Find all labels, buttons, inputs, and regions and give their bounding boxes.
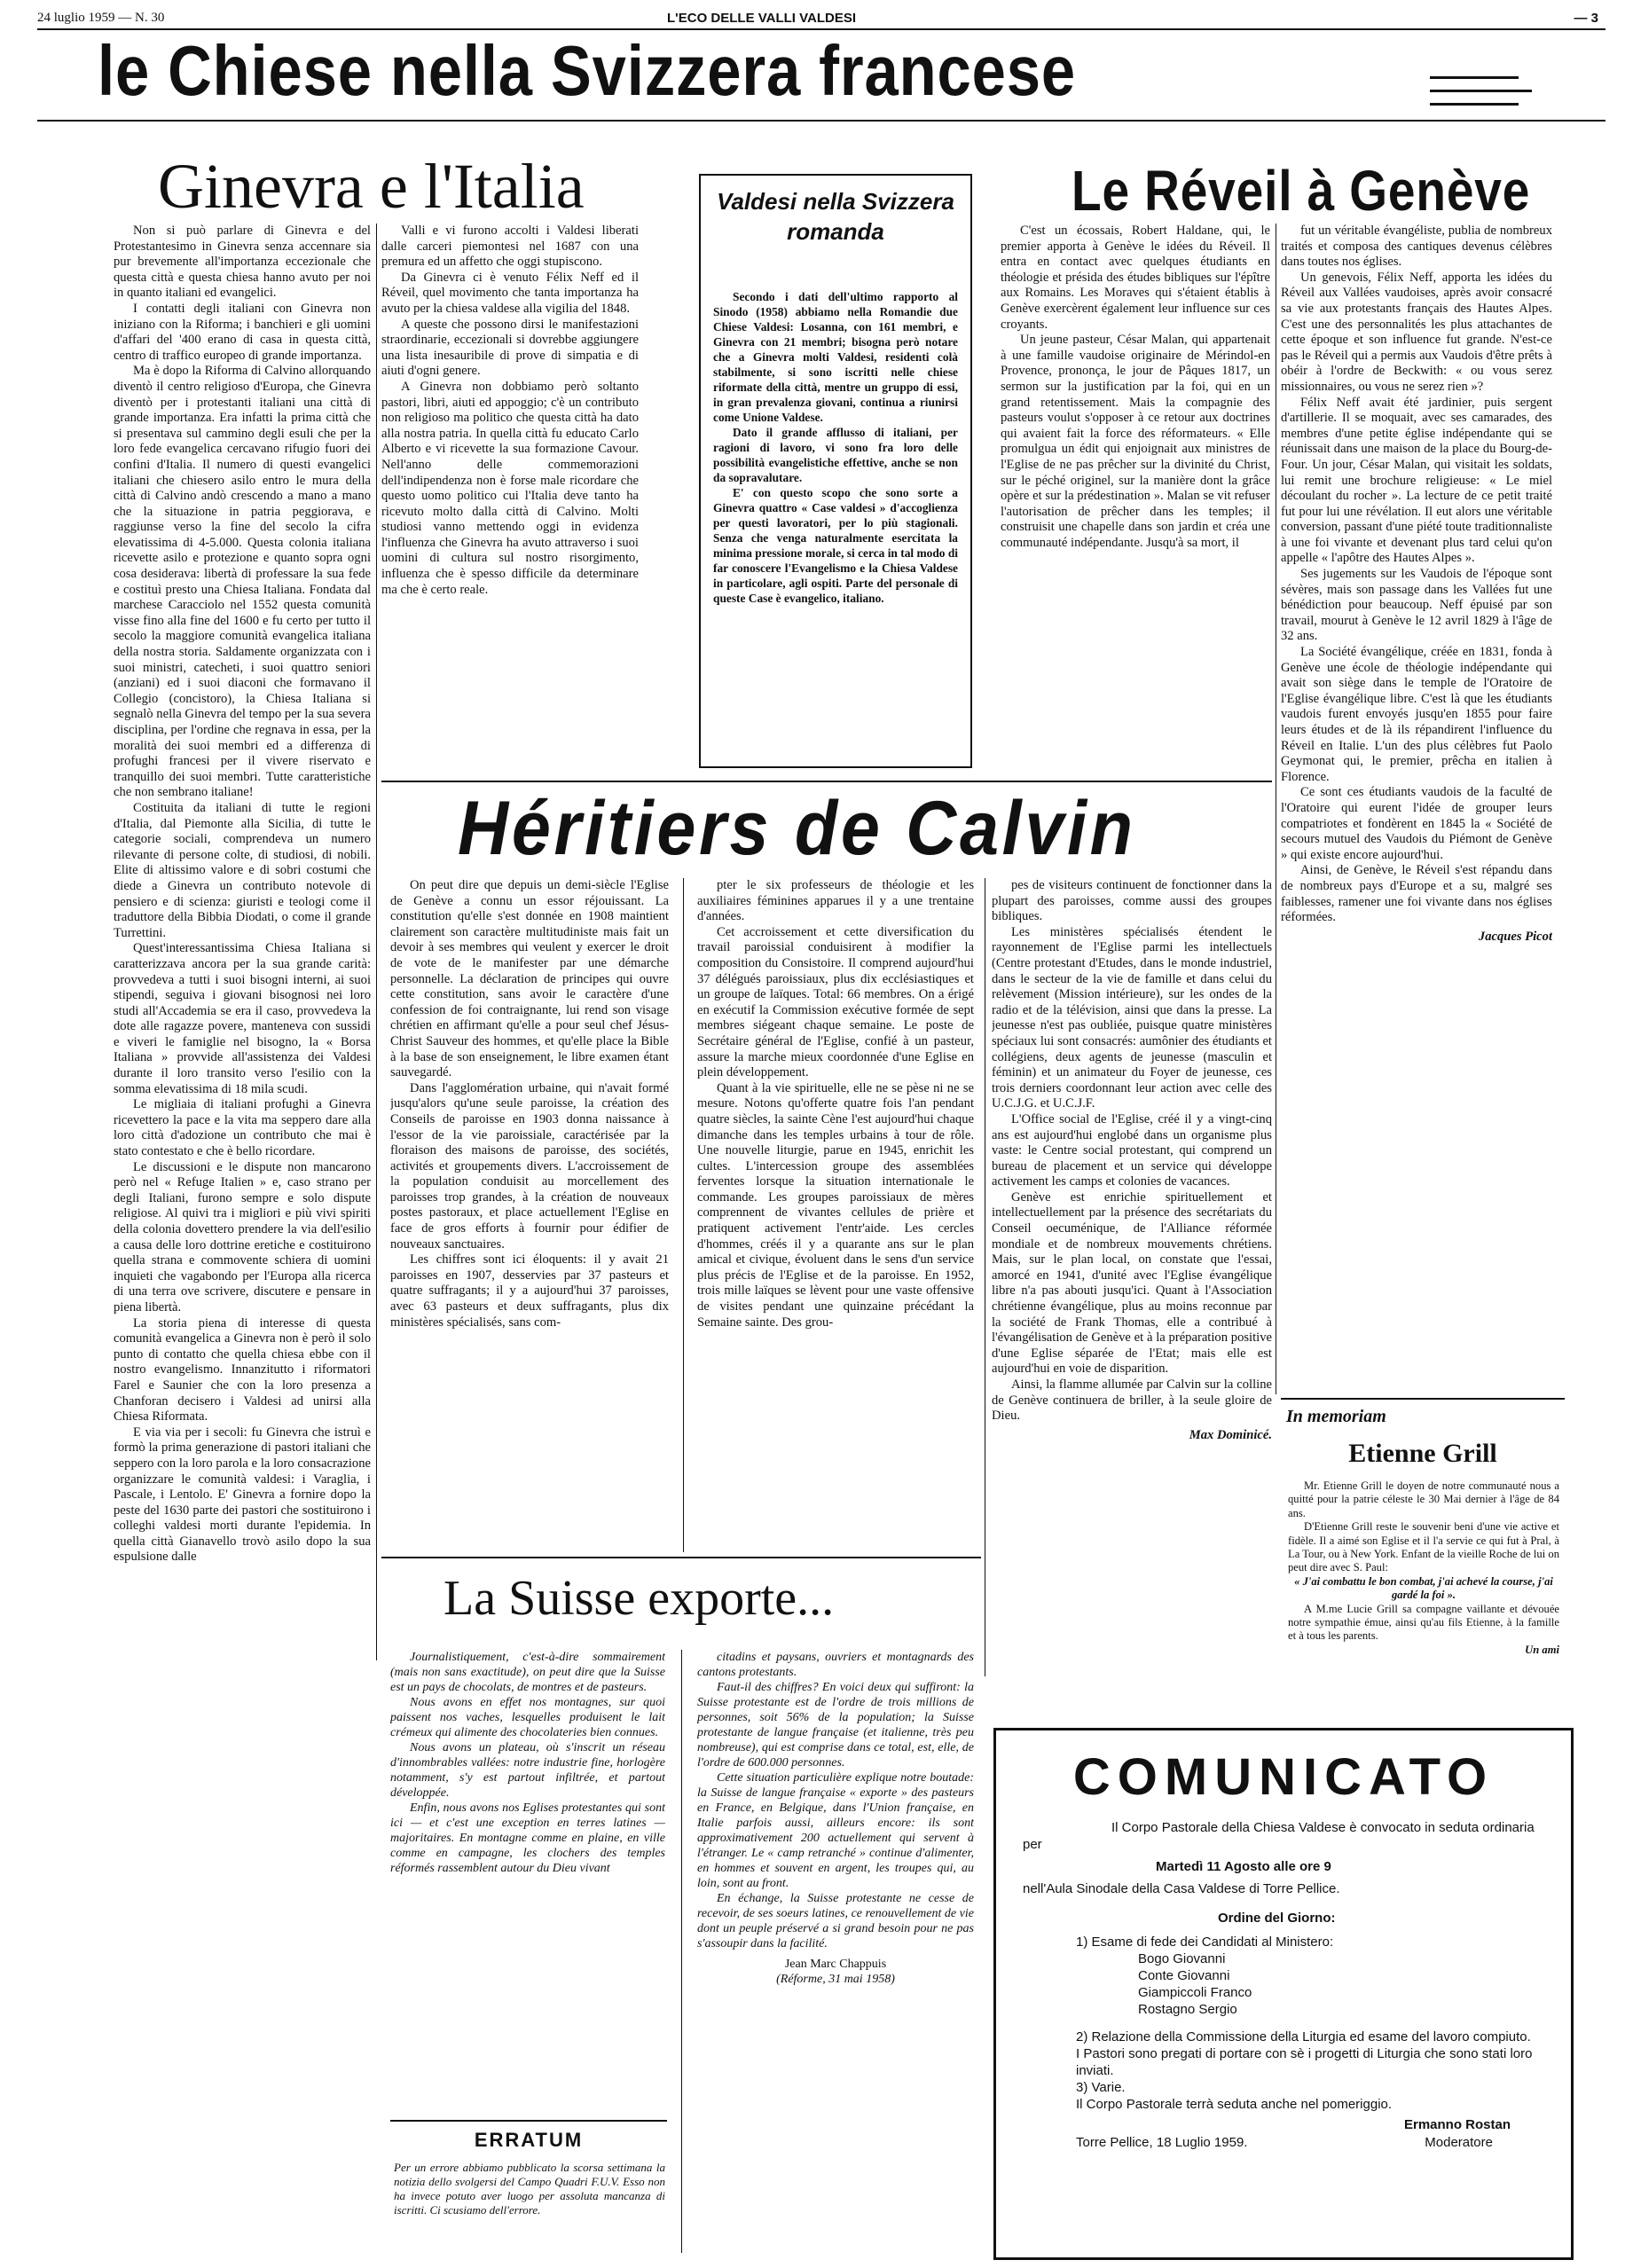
place-date: Torre Pellice, 18 Luglio 1959.: [1076, 2135, 1248, 2150]
suisse-source: (Réforme, 31 mai 1958): [776, 1973, 895, 1986]
suisse-column-1: [390, 1650, 665, 2111]
newspaper-name: L'ECO DELLE VALLI VALDESI: [667, 11, 857, 26]
article-title-reveil: Le Réveil à Genève: [1072, 159, 1531, 223]
comunicato-place: nell'Aula Sinodale della Casa Valdese di Torre Pellice.: [1023, 1881, 1340, 1896]
erratum-text: Per un errore abbiamo pubblicato la scorsa settimana la notizia dello svolgersi del Campo Quadri F.U.V. Esso non ha invece potuto aver luogo per assoluta mancanza di iscritti. Ci scusiamo dell'errore.: [394, 2161, 665, 2217]
paragraph: L'Office social de l'Eglise, créé il y a vingt-cinq ans est aujourd'hui englobé dans un organisme plus vaste: le Centre social protestant, qui comprend un bureau de placement et un service qui développe activement les camps et colonies de vacances.: [992, 1111, 1272, 1189]
paragraph: A Ginevra non dobbiamo però soltanto pastori, libri, aiuti ed appoggio; c'è un contributo non religioso ma politico che questa città ha dato alla nostra patria. In quella città fu educato Carlo Alberto e vi ricevette la sua formazione Cavour. Nell'anno delle commemorazioni dell'indipendenza non è forse male ricordare che questo uomo politico cui l'Italia deve tanto ha ricevuto molto dalla città di Calvino. Molti studiosi vanno mettendo oggi in evidenza l'influenza che Ginevra ha avuto attraverso i suoi uomini di cultura sul nostro risorgimento, influenza che è spesso difficile da determinare ma che è certo reale.: [381, 379, 639, 597]
article-title-suisse: La Suisse exporte...: [444, 1571, 835, 1626]
reveil-column-1: [1001, 224, 1270, 773]
comunicato-footer: [1023, 2116, 1546, 2170]
banner-rule: [37, 120, 1605, 122]
heritiers-signature: Max Dominicé.: [1189, 1427, 1272, 1442]
comunicato-date: Martedì 11 Agosto alle ore 9: [1156, 1859, 1331, 1874]
heritiers-column-3: [992, 878, 1272, 1676]
paragraph: Les chiffres sont ici éloquents: il y avait 21 paroisses en 1907, desservies par 37 pasteurs et quatre suffragants; il y a aujourd'hui 37 paroisses, avec 63 pasteurs et deux suffragants, plus dix ministères spécialisés, sans com-: [390, 1252, 669, 1330]
article-title-heritiers: Héritiers de Calvin: [458, 786, 1136, 871]
article-title-ginevra: Ginevra e l'Italia: [158, 151, 585, 222]
paragraph: E' con questo scopo che sono sorte a Ginevra quattro « Case valdesi » d'accoglienza per questi lavoratori, per lo più stagionali. Senza che venga naturalmente esercitata la minima pressione morale, si cerca in tal modo di far conoscere l'Evangelismo e la Chiesa Valdese in particolare, agli ospiti. Parte del personale di queste Case è evangelico, italiano.: [713, 486, 958, 605]
section-rule: [381, 1557, 981, 1558]
paragraph: Un genevois, Félix Neff, apporta les idées du Réveil aux Vallées vaudoises, après avoir consacré sa vie aux protestants français des Hautes Alpes. C'est une des personnalités les plus attachantes de cette époque et son influence fut grande. N'est-ce pas le Réveil qui a permis aux Vaudois d'être prêts à obéir à l'ordre de Beckwith: « ou vous serez missionnaires, ou vous ne serez rien »?: [1281, 270, 1552, 394]
paragraph: Dans l'agglomération urbaine, qui n'avait formé jusqu'alors qu'une seule paroisse, la création des Conseils de paroisse en 1903 donna naissance à l'essor de la vie paroissiale, caractérisée par la floraison des maisons de paroisse, des sociétés, activités et groupements divers. L'accroissement de la population conduisit au morcellement des paroisses trop grandes, à la création de nouveaux postes pastoraux, et place actuellement l'Eglise en face de gros efforts à fournir pour édifier de nouveaux sanctuaires.: [390, 1080, 669, 1252]
memoriam-signature: Un ami: [1525, 1643, 1559, 1656]
paragraph: Les ministères spécialisés étendent le rayonnement de l'Eglise parmi les intellectuels (Centre protestant d'Etudes, dans le monde industriel, dans le secteur de la vie de famille et dans celui du relèvement (Mission intérieure), sur les ondes de la radio et de la télévision, ainsi que dans la presse. La jeunesse n'est pas oubliée, puisque quatre ministères spéciaux lui sont consacrés: aumônier des étudiants et collégiens, deux agents de jeunesse (masculin et féminin) et un animateur du Foyer de jeunesse, ces trois derniers coordonnant leur action avec celle des U.C.J.G. et U.C.J.F.: [992, 924, 1272, 1111]
column-rule: [683, 878, 684, 1552]
paragraph: Enfin, nous avons nos Eglises protestantes qui sont ici — et c'est une exception en terres latines — majoritaires. En montagne comme en plaine, en ville comme en campagne, les clochers des temples réformés rassemblent autour du Dieu vivant: [390, 1801, 665, 1875]
paragraph: Le migliaia di italiani profughi a Ginevra ricevettero la pace e la vita ma seppero dare alla loro città d'adozione un contributo che mai è stato contestato e che è bello ricordare.: [114, 1097, 371, 1159]
ordine-item-1: 1) Esame di fede dei Candidati al Ministero:: [1076, 1934, 1334, 1950]
paragraph: Quant à la vie spirituelle, elle ne se pèse ni ne se mesure. Notons qu'offerte quatre fois l'an pendant quatre siècles, la sainte Cène l'est aujourd'hui chaque dimanche dans les temples urbains à tour de rôle. Une nouvelle liturgie, parue en 1945, enrichit les cultes. L'intercession groupe des assemblées ferventes lorsque la situation internationale le commande. Les groupes paroissiaux de mères comprennent de vivantes cellules de prière et pratiquent activement l'entr'aide. Les cercles d'hommes, créés il y a quarante ans sur le plan amical et civique, évoluent dans le sens d'un service plus précis de l'Eglise et de la paroisse. En 1952, trois mille laïques se lèvent pour une vaste offensive de visites pendant une quinzaine précédant la Semaine sainte. Des grou-: [697, 1080, 974, 1330]
column-rule: [681, 1650, 682, 2253]
column-rule: [376, 224, 377, 1660]
paragraph: Quest'interessantissima Chiesa Italiana si caratterizzava ancora per la sua grande carità: provvedeva a tutti i suoi bisogni interni, ai suoi stipendi, seguiva i giovani bisognosi nei loro studi all'Accademia se era il caso, provvedeva la dote alle ragazze povere, manteneva con sussidi e viveri le famiglie nel bisogno, la « Borsa Italiana » provvide all'assistenza dei Valdesi durante il loro transito verso l'esilio con la somma elevatissima di 18 mila scudi.: [114, 941, 371, 1096]
comunicato-body: [1023, 1819, 1546, 2263]
candidate: Giampiccoli Franco: [1138, 1985, 1252, 2000]
paragraph: Le discussioni e le dispute non mancarono però nel « Refuge Italien » e, caso strano per degli Italiani, furono sempre e solo dispute religiose. Al quivi tra i migliori e più vivi spiriti della colonia dovettero prendere la via dell'esilio a causa delle loro dottrine eretiche e costituirono quella strana e commovente schiera di uomini inquieti che vagabondo per l'Europa alla ricerca di una terra ove scrivere, discutere e pensare in piena libertà.: [114, 1159, 371, 1314]
paragraph: pter le six professeurs de théologie et les auxiliaires féminines apparues il y a une trentaine d'années.: [697, 878, 974, 924]
memoriam-text: [1288, 1479, 1559, 1698]
ginevra-column-1: [114, 224, 371, 2264]
paragraph: Ma è dopo la Riforma di Calvino allorquando diventò il centro religioso d'Europa, che Ginevra diventò per i protestanti italiani una città di grande importanza. Era infatti la prima città che si presentava sul cammino degli esuli che per la loro fede evangelica cercavano rifugio fuori dei confini d'Italia. Il numero di questi evangelici italiani che chiesero asilo entro le mura della città di Calvino andò crescendo a mano a mano che la situazione in patria peggiorava, e raggiunse verso la fine del secolo la cifra elevatissima di 4-5.000. Questa colonia italiana ricevette asilo e protezione e quanto sopra ogni cosa desiderava: libertà di professare la sua fede e costituì presto una Chiesa Italiana. Fondata dal marchese Caracciolo nel 1552 questa comunità visse fino alla fine del 1600 e fu certo per tutto il secolo la maggiore comunità evangelica italiana della nostra storia. Saldamente organizzata con i suoi ministri, catecheti, i suoi quattro seniori (anziani) ed i suoi diaconi che formavano il Collegio (concistoro), la Chiesa Italiana si segnalò nella Ginevra del tempo per la sua severa disciplina, per l'ordine che regnava in essa, per la moralità dei suoi membri ed a differenza di profughi francesi per il vivere riservato e tranquillo dei suoi membri. Tutte caratteristiche che non sembrano italiane!: [114, 364, 371, 800]
paragraph: Ses jugements sur les Vaudois de l'époque sont sévères, mais son passage dans les Vallées fut une bénédiction pour beaucoup. Neff épuisé par son travail, mourut à Genève le 12 avril 1829 à l'âge de 32 ans.: [1281, 567, 1552, 644]
valdesi-title: Valdesi nella Svizzera romanda: [717, 188, 954, 245]
signer-role: Moderatore: [1425, 2135, 1493, 2150]
banner-deco-line: [1430, 103, 1519, 106]
erratum-rule: [390, 2120, 667, 2122]
signer-name: Ermanno Rostan: [1403, 2117, 1511, 2132]
valdesi-box: [699, 174, 972, 768]
candidate: Rostagno Sergio: [1138, 2002, 1237, 2017]
paragraph: Non si può parlare di Ginevra e del Protestantesimo in Ginevra senza accennare sia pur brevemente all'importanza eccezionale che questa città e questa chiesa hanno avuto per noi in quanto italiani ed evangelici.: [114, 224, 371, 301]
paragraph: fut un véritable évangéliste, publia de nombreux traités et composa des cantiques devenus célèbres dans toutes nos églises.: [1281, 224, 1552, 270]
paragraph: Félix Neff avait été jardinier, puis sergent d'artillerie. Il se moquait, avec ses camarades, des membres d'une petite église indépendante qui se réunissait dans une maison de la place du Bourg-de-Four. Un jour, César Malan, qui visitait les soldats, lui remit une brochure religieuse: « Le miel découlant du rocher ». La lecture de ce petit traité fut pour lui une révélation. Il eut alors une véritable conversion, passant d'une piété toute traditionnaliste à une foi vivante et devenant plus tard celui qu'on appelle « l'apôtre des Hautes Alpes ».: [1281, 395, 1552, 566]
masthead-rule: [37, 28, 1605, 30]
paragraph: pes de visiteurs continuent de fonctionner dans la plupart des paroisses, comme aussi des groupes bibliques.: [992, 878, 1272, 924]
heritiers-column-1: [390, 878, 669, 1552]
candidate: Bogo Giovanni: [1138, 1951, 1226, 1966]
candidate: Conte Giovanni: [1138, 1968, 1230, 1983]
section-rule: [381, 781, 1272, 782]
paragraph: En échange, la Suisse protestante ne cesse de recevoir, de ses soeurs latines, ce renouvellement de vie dont un peuple préservé a si grand besoin pour ne pas s'assoupir dans la facilité.: [697, 1892, 974, 1950]
paragraph: Journalistiquement, c'est-à-dire sommairement (mais non sans exactitude), on peut dire que la Suisse est un pays de chocolats, de montres et de pasteurs.: [390, 1651, 665, 1694]
paragraph: A M.me Lucie Grill sa compagne vaillante et dévouée notre sympathie émue, ainsi qu'au fils Etienne, à la famille et à tous les parents.: [1288, 1602, 1559, 1643]
paragraph: Da Ginevra ci è venuto Félix Neff ed il Réveil, quel movimento che tanta importanza ha avuto per la chiesa valdese alla vigilia del 1848.: [381, 270, 639, 316]
paragraph: A queste che possono dirsi le manifestazioni straordinarie, eccezionali si dovrebbe aggiungere una lista inesauribile di prove di simpatia e di aiuti d'ogni genere.: [381, 317, 639, 379]
comunicato-title: COMUNICATO: [1072, 1748, 1495, 1806]
ordine-item-2: 2) Relazione della Commissione della Liturgia ed esame del lavoro compiuto.: [1076, 2029, 1531, 2044]
ordine-item-2-note: I Pastori sono pregati di portare con sè i progetti di Liturgia che sono stati loro inviati.: [1076, 2046, 1533, 2078]
paragraph: Mr. Etienne Grill le doyen de notre communauté nous a quitté pour la patrie céleste le 30 Mai dernier à l'âge de 84 ans.: [1288, 1479, 1559, 1519]
paragraph: Nous avons en effet nos montagnes, sur quoi paissent nos vaches, lesquelles produisent le lait crémeux qui alimente des chocolateries bien connues.: [390, 1696, 665, 1739]
reveil-column-2: [1281, 224, 1552, 1377]
paragraph: Ainsi, la flamme allumée par Calvin sur la colline de Genève continuera de briller, à la seule gloire de Dieu.: [992, 1377, 1272, 1424]
issue-date: 24 luglio 1959 — N. 30: [37, 11, 165, 25]
paragraph: Valli e vi furono accolti i Valdesi liberati dalle carceri piemontesi nel 1687 con una premura ed un affetto che oggi stupiscono.: [381, 224, 639, 270]
paragraph: Cet accroissement et cette diversification du travail paroissial conduisirent à modifier la composition du Consistoire. Il comprend aujourd'hui 37 délégués paroissiaux, plus dix ecclésiastiques et un groupe de laïques. Total: 66 membres. On a érigé en exécutif la Commission exécutive formée de sept membres siégeant chaque semaine. Le poste de Secrétaire général de l'Eglise, confié à un pasteur, assure la marche mieux coordonnée d'une Eglise en plein développement.: [697, 924, 974, 1080]
ordine-item-3: 3) Varie.: [1076, 2080, 1126, 2095]
memoriam-quote: « J'ai combattu le bon combat, j'ai achevé la course, j'ai gardé la foi ».: [1294, 1574, 1553, 1602]
paragraph: D'Etienne Grill reste le souvenir beni d'une vie active et fidèle. Il a aimé son Eglise et il l'a servie ce qui fut à Pral, à La Tour, ou à New York. Enfant de la vieille Roche de lui on peut dire avec S. Paul:: [1288, 1520, 1559, 1574]
paragraph: Un jeune pasteur, César Malan, qui appartenait à une famille vaudoise originaire de Mérindol-en Provence, prononça, le jour de Pâques 1817, un sermon sur la justification par la foi, qui en un grand retentissement. Mais la compagnie des pasteurs voulut s'opposer à ce retour aux doctrines qui avaient fait la force des réformateurs. « Elle promulgua un édit qui enjoignait aux ministres de l'Eglise de ne pas prêcher sur la divinité du Christ, sur le péché originel, sur la manière dont la grâce opère et sur la prédestination ». Malan se vit refuser l'autorisation de prêcher dans les temples; il construisit une chapelle dans son jardin et créa une communauté indépendante. Jusqu'à sa mort, il: [1001, 333, 1270, 550]
paragraph: I contatti degli italiani con Ginevra non iniziano con la Riforma; i banchieri e gli uomini d'affari del '400 erano di casa in questa città, centro di traffico europeo di grande importanza.: [114, 301, 371, 363]
paragraph: On peut dire que depuis un demi-siècle l'Eglise de Genève a connu un essor réjouissant. La constitution qu'elle s'est donnée en 1908 maintient clairement son caractère multitudiniste mais fait un devoir à ses membres qui veulent y exercer le droit de vote de le manifester par une démarche personnelle. La déclaration de principes qui ouvre cette constitution, sans avoir le caractère d'une confession de foi contraignante, lui rend son visage chrétien en affirmant qu'elle a pour seul chef Jésus-Christ Sauveur des hommes, et qu'elle place la Bible à la base de son enseignement, le libre examen étant sauvegardé.: [390, 878, 669, 1080]
paragraph: Nous avons un plateau, où s'inscrit un réseau d'innombrables vallées: notre industrie fine, horlogère notamment, s'y est partout infiltrée, et partout développée.: [390, 1741, 665, 1800]
paragraph: Secondo i dati dell'ultimo rapporto al Sinodo (1958) abbiamo nella Romandie due Chiese Valdesi: Losanna, con 161 membri, e Ginevra con 21 membri; bisogna però notare che a Ginevra molti Valdesi, residenti colà stabilmente, si sono iscritti nelle chiese riformate della città, mentre un gruppo di essi, in gran prevalenza giovani, continua a riunirsi come Unione Valdese.: [713, 290, 958, 424]
paragraph: Ce sont ces étudiants vaudois de la faculté de l'Oratoire qui eurent l'idée de grouper leurs compatriotes et fondèrent en 1845 la « Société de secours mutuel des Vaudois du Piémont de Genève » qui existe encore aujourd'hui.: [1281, 785, 1552, 862]
banner-deco-line: [1430, 76, 1519, 79]
ginevra-column-2: [381, 224, 639, 773]
paragraph: Cette situation particulière explique notre boutade: la Suisse de langue française « exporte » des pasteurs en France, en Belgique, dans l'Union française, en Italie parfois aussi, ailleurs encore: ils sont approximativement 200 actuellement qui servent à l'étranger. Le « camp retranché » continue d'alimenter, en hommes et souvent en argent, les troupes qui, au loin, sont au front.: [697, 1771, 974, 1890]
paragraph: Genève est enrichie spirituellement et intellectuellement par la présence des secrétariats du Conseil oecuménique, de l'Alliance réformée mondiale et de nombreux mouvements chrétiens. Mais, sur le plan local, on constate que l'essai, amorcé en 1941, d'unité avec l'Eglise évangélique libre n'a pas abouti jusqu'ici. Quant à l'Association chrétienne évangélique, plus au moins reconnue par la société de Frank Thomas, elle a contribué à l'évangélisation de Genève et à la préparation positive d'une Eglise séparée de l'Etat; mais elle est aujourd'hui en voie de disparition.: [992, 1189, 1272, 1377]
banner-headline: le Chiese nella Svizzera francese: [98, 31, 1077, 110]
erratum-title: ERRATUM: [474, 2129, 584, 2151]
paragraph: La storia piena di interesse di questa comunità evangelica a Ginevra non è però il solo punto di contatto che quella chiesa ebbe con il nostro evangelismo. Innanzitutto i riformatori Farel e Saunier che con la loro presenza a Chanforan decisero i Valdesi ad unirsi alla Chiesa Riformata.: [114, 1315, 371, 1424]
memoriam-name: Etienne Grill: [1348, 1439, 1497, 1468]
suisse-column-2: [697, 1650, 974, 2253]
banner-deco-line: [1430, 90, 1532, 92]
paragraph: E via via per i secoli: fu Ginevra che istruì e formò la prima generazione di pastori italiani che seppero con la loro parola e la loro consacrazione organizzare le comunità valdesi: i Varaglia, i Pascale, i Lentolo. E' Ginevra a fornire dopo la peste del 1630 parte dei pastori che sostituirono i colleghi valdesi morti durante l'epidemia. In quella città Gianavello trovò asilo dopo la sua espulsione dalle: [114, 1424, 371, 1565]
paragraph: citadins et paysans, ouvriers et montagnards des cantons protestants.: [697, 1651, 974, 1679]
suisse-signature: Jean Marc Chappuis: [784, 1958, 887, 1971]
paragraph: Costituita da italiani di tutte le regioni d'Italia, dal Piemonte alla Sicilia, di tutte le categorie sociali, comprendeva un numero rilevante di persone colte, di studiosi, di nobili. Elite di altissimo valore e di sobri costumi che diede a Ginevra un contributo notevole di pensiero e di scienza: giuristi e teologi come il traduttore della Bibbia Diodati, o come il grande Turrettini.: [114, 800, 371, 940]
valdesi-text: [713, 289, 958, 759]
page-number: — 3: [1574, 11, 1598, 26]
masthead: [37, 11, 1598, 30]
comunicato-box: [993, 1728, 1574, 2260]
section-rule: [1281, 1398, 1565, 1400]
comunicato-intro: Il Corpo Pastorale della Chiesa Valdese è convocato in seduta ordinaria per: [1023, 1820, 1535, 1852]
paragraph: C'est un écossais, Robert Haldane, qui, le premier apporta à Genève le idées du Réveil. Il entra en contact avec quelques étudiants en théologie et présida des études bibliques sur l'épître aux Romains. Les Moraves qui s'étaient établis à Genève exercèrent également leur influence sur ces croyants.: [1001, 224, 1270, 332]
ordine-del-giorno: Ordine del Giorno:: [1218, 1911, 1336, 1926]
paragraph: Dato il grande afflusso di italiani, per ragioni di lavoro, vi sono fra loro delle possibilità evangelistiche effettive, anche se non da sopravalutare.: [713, 426, 958, 484]
ordine-item-3-note: Il Corpo Pastorale terrà seduta anche nel pomeriggio.: [1076, 2097, 1393, 2112]
reveil-signature: Jacques Picot: [1478, 929, 1552, 944]
paragraph: Faut-il des chiffres? En voici deux qui suffiront: la Suisse protestante est de l'ordre de trois millions de personnes, soit 56% de la population; la Suisse protestante de langue française (et italienne, très peu nombreuse), qui est comprise dans ce total, est, elle, de l'ordre de 600.000 personnes.: [697, 1681, 974, 1770]
memoriam-label: In memoriam: [1286, 1407, 1386, 1426]
paragraph: La Société évangélique, créée en 1831, fonda à Genève une école de théologie indépendante qui avait son siège dans le temple de l'Oratoire de l'Eglise évangélique libre. C'est là que les étudiants vaudois furent envoyés jusqu'en 1855 pour faire leurs études et de là ils répandirent l'influence du Réveil en Italie. L'un des plus célèbres fut Paolo Geymonat qui, le premier, prêcha en italien à Florence.: [1281, 645, 1552, 784]
candidate-list: [1138, 1950, 1546, 2018]
heritiers-column-2: [697, 878, 974, 1552]
paragraph: Ainsi, de Genève, le Réveil s'est répandu dans de nombreux pays d'Europe et a su, malgré ses faiblesses, ramener une foi vivante dans nos églises réformées.: [1281, 863, 1552, 925]
